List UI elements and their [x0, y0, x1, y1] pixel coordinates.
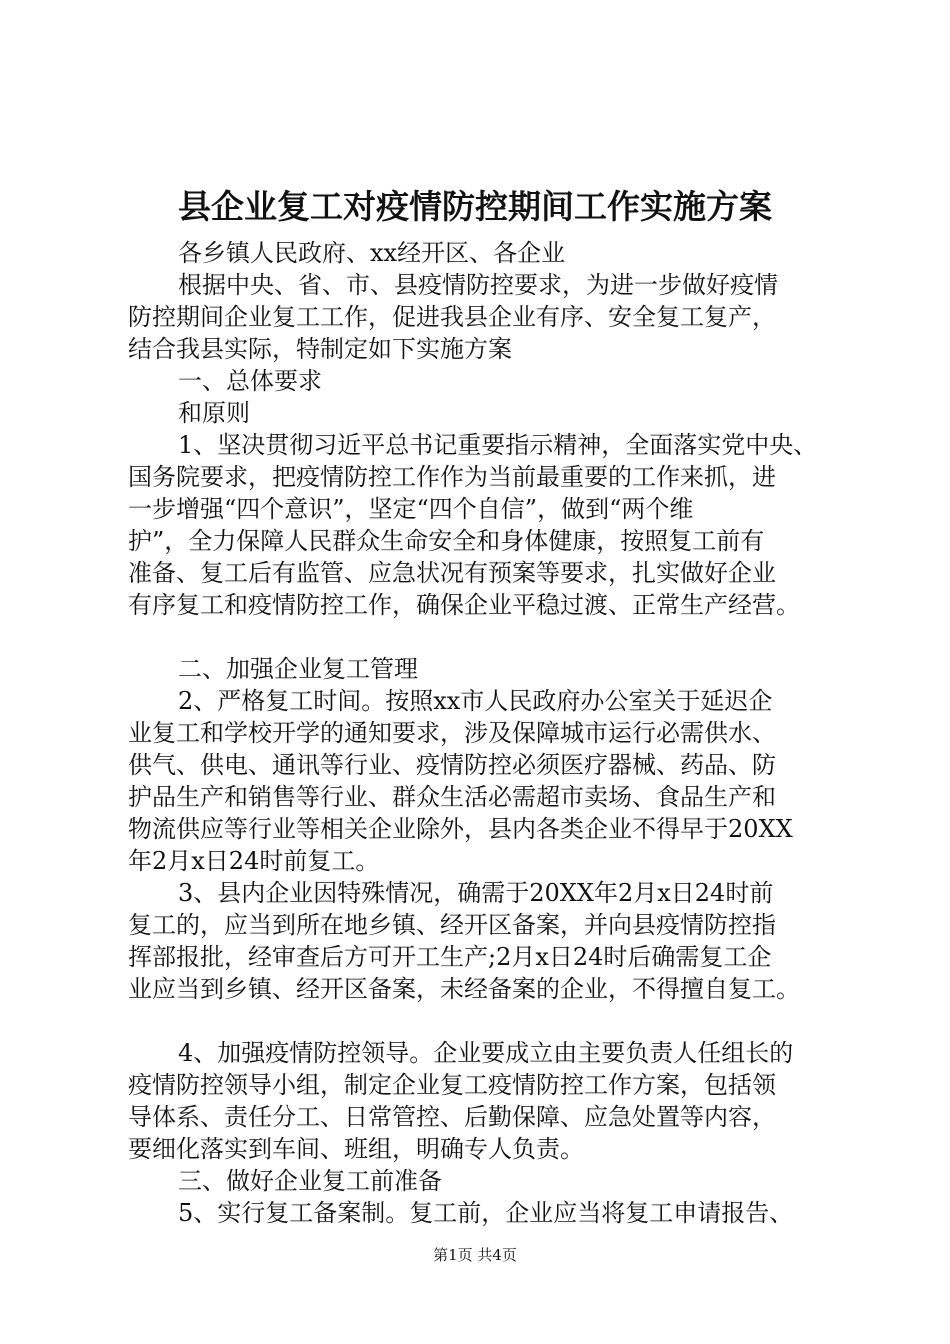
text-line: 5、实行复工备案制。复工前，企业应当将复工申请报告、	[178, 1199, 794, 1227]
text-line: 一、总体要求	[178, 367, 322, 395]
text-line: 3、县内企业因特殊情况，确需于20XX年2月x日24时前	[178, 879, 774, 907]
page-footer: 第1页 共4页	[433, 1246, 517, 1264]
text-line: 防控期间企业复工工作，促进我县企业有序、安全复工复产，	[128, 303, 776, 331]
text-line: 4、加强疫情防控领导。企业要成立由主要负责人任组长的	[178, 1039, 794, 1067]
text-line: 1、坚决贯彻习近平总书记重要指示精神，全面落实党中央、	[178, 431, 818, 459]
text-line: 业应当到乡镇、经开区备案，未经备案的企业，不得擅自复工。	[128, 975, 800, 1003]
text-line: 护品生产和销售等行业、群众生活必需超市卖场、食品生产和	[128, 783, 776, 811]
text-line: 要细化落实到车间、班组，明确专人负责。	[128, 1135, 584, 1163]
text-line: 护”，全力保障人民群众生命安全和身体健康，按照复工前有	[128, 527, 765, 555]
text-line: 业复工和学校开学的通知要求，涉及保障城市运行必需供水、	[128, 719, 776, 747]
text-line: 根据中央、省、市、县疫情防控要求，为进一步做好疫情	[178, 271, 778, 299]
text-line: 准备、复工后有监管、应急状况有预案等要求，扎实做好企业	[128, 559, 776, 587]
text-line: 年2月x日24时前复工。	[128, 847, 380, 875]
document-title: 县企业复工对疫情防控期间工作实施方案	[178, 187, 772, 226]
text-line: 2、严格复工时间。按照xx市人民政府办公室关于延迟企	[178, 687, 773, 715]
text-line: 结合我县实际，特制定如下实施方案	[128, 335, 512, 363]
blank-line	[128, 621, 828, 653]
text-line: 疫情防控领导小组，制定企业复工疫情防控工作方案，包括领	[128, 1071, 776, 1099]
text-line: 和原则	[178, 399, 250, 427]
text-line: 国务院要求，把疫情防控工作作为当前最重要的工作来抓，进	[128, 463, 776, 491]
text-line: 二、加强企业复工管理	[178, 655, 418, 683]
text-line: 物流供应等行业等相关企业除外，县内各类企业不得早于20XX	[128, 815, 793, 843]
text-line: 有序复工和疫情防控工作，确保企业平稳过渡、正常生产经营。	[128, 591, 800, 619]
text-line: 各乡镇人民政府、xx经开区、各企业	[178, 239, 566, 267]
text-line: 复工的，应当到所在地乡镇、经开区备案，并向县疫情防控指	[128, 911, 776, 939]
text-line: 挥部报批，经审查后方可开工生产;2月x日24时后确需复工企	[128, 943, 772, 971]
document-body	[128, 237, 828, 1229]
text-line: 一步增强“四个意识”，坚定“四个自信”，做到“两个维	[128, 495, 694, 523]
text-line: 供气、供电、通讯等行业、疫情防控必须医疗器械、药品、防	[128, 751, 776, 779]
blank-line	[128, 1005, 828, 1037]
text-line: 三、做好企业复工前准备	[178, 1167, 442, 1195]
text-line: 导体系、责任分工、日常管控、后勤保障、应急处置等内容，	[128, 1103, 776, 1131]
